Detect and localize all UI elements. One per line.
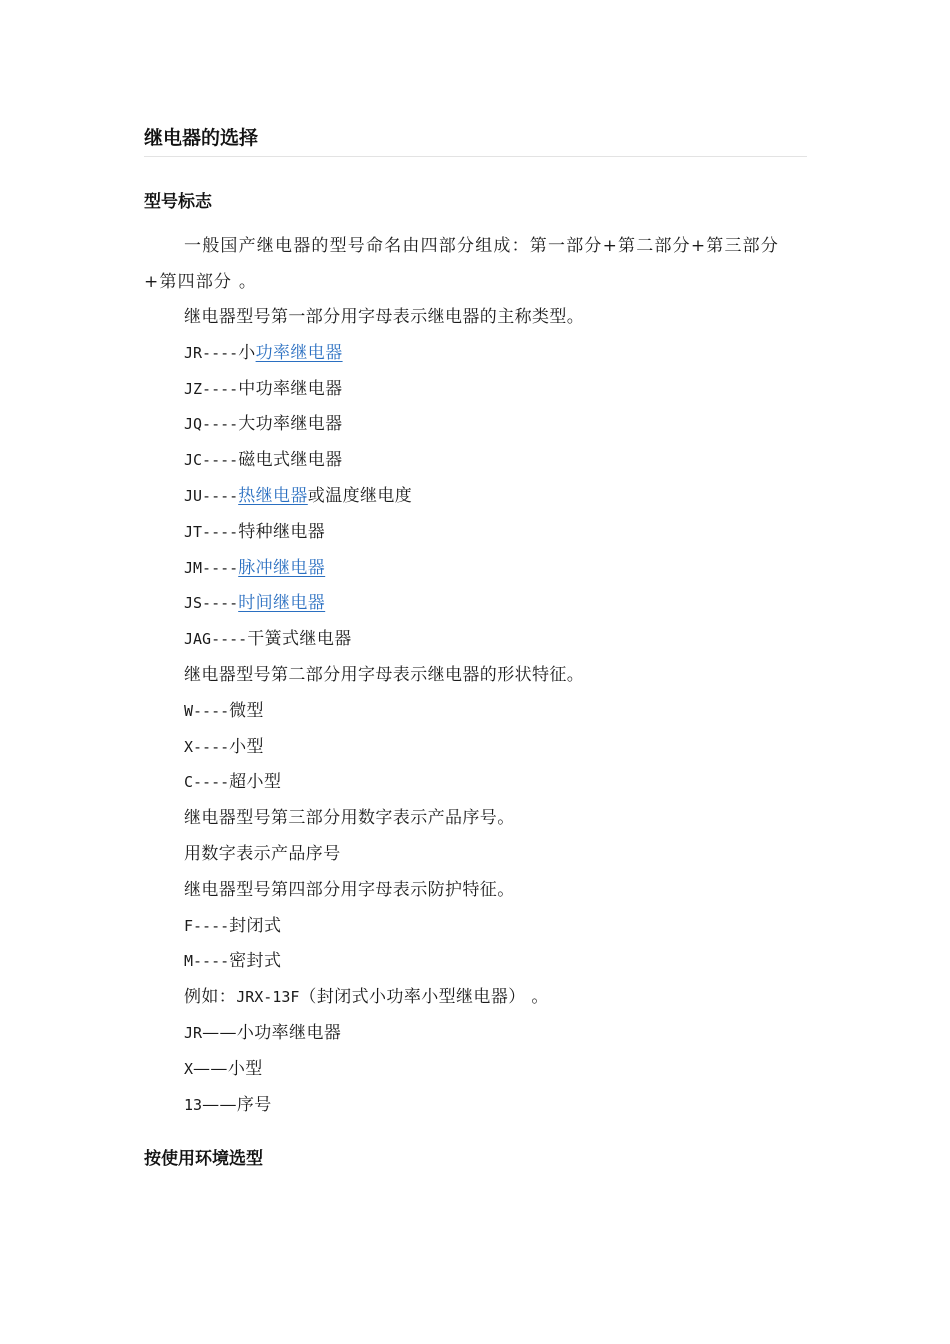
line-text: 小型 <box>229 736 264 757</box>
line-text: 或温度继电度 <box>307 485 413 506</box>
line-text: 特种继电器 <box>238 521 326 542</box>
type-code: JQ---- <box>184 415 239 434</box>
line-text: 继电器型号第二部分用字母表示继电器的形状特征。 <box>184 664 585 685</box>
relay-type-line <box>184 372 807 408</box>
line-text: 继电器型号第四部分用字母表示防护特征。 <box>184 879 515 900</box>
line-text: 用数字表示产品序号 <box>184 843 341 864</box>
paragraph-line <box>184 837 807 873</box>
example-breakdown-line <box>184 1088 807 1124</box>
example-line <box>184 980 807 1016</box>
line-text: 微型 <box>229 700 264 721</box>
relay-type-line <box>184 622 807 658</box>
type-code: JC---- <box>184 451 239 470</box>
line-text: ——小功率继电器 <box>202 1022 342 1043</box>
relay-type-line <box>184 551 807 587</box>
line-text: ——小型 <box>193 1058 263 1079</box>
line-text: 继电器型号第一部分用字母表示继电器的主称类型。 <box>184 307 585 327</box>
shape-code-line <box>184 730 807 766</box>
type-code: JRX-13F <box>236 988 300 1007</box>
link-thermal-relay[interactable]: 热继电器 <box>238 485 308 506</box>
type-code: M---- <box>184 952 230 971</box>
type-code: JM---- <box>184 558 239 577</box>
paragraph-line <box>184 801 807 837</box>
line-text: 小 <box>238 342 256 363</box>
line-text: 磁电式继电器 <box>238 450 343 471</box>
link-time-relay[interactable]: 时间继电器 <box>238 593 326 614</box>
relay-type-line <box>184 443 807 479</box>
page-title: 继电器的选择 <box>144 127 259 149</box>
title-divider <box>144 156 807 157</box>
type-code: 13 <box>184 1095 203 1114</box>
relay-type-line <box>184 586 807 622</box>
line-text: 密封式 <box>229 951 282 972</box>
line-text: 干簧式继电器 <box>247 629 352 650</box>
relay-type-line <box>184 407 807 443</box>
line-text: 中功率继电器 <box>238 378 343 399</box>
type-code: X---- <box>184 737 230 756</box>
relay-type-line <box>184 336 807 372</box>
type-code: JS---- <box>184 594 239 613</box>
protection-code-line <box>184 944 807 980</box>
shape-code-line <box>184 694 807 730</box>
line-text: 大功率继电器 <box>238 414 343 435</box>
content-lines <box>184 300 807 1123</box>
type-code: JU---- <box>184 486 239 505</box>
example-breakdown-line <box>184 1052 807 1088</box>
paragraph-line <box>184 300 807 336</box>
line-text: 例如： <box>184 987 237 1008</box>
section-heading-model-mark: 型号标志 <box>144 192 212 212</box>
type-code: JR <box>184 1023 203 1042</box>
example-breakdown-line <box>184 1016 807 1052</box>
paragraph-line <box>184 658 807 694</box>
shape-code-line <box>184 765 807 801</box>
type-code: JT---- <box>184 522 239 541</box>
paragraph-line <box>184 873 807 909</box>
intro-paragraph: 一般国产继电器的型号命名由四部分组成：第一部分+第二部分+第三部分+第四部分 。 <box>144 236 780 292</box>
line-text: ——序号 <box>202 1094 272 1115</box>
type-code: JZ---- <box>184 379 239 398</box>
line-text: （封闭式小功率小型继电器） 。 <box>299 987 549 1008</box>
link-power-relay[interactable]: 功率继电器 <box>255 342 343 363</box>
link-pulse-relay[interactable]: 脉冲继电器 <box>238 557 326 578</box>
type-code: JAG---- <box>184 630 248 649</box>
type-code: F---- <box>184 916 230 935</box>
section-heading-env-select: 按使用环境选型 <box>144 1149 263 1169</box>
protection-code-line <box>184 909 807 945</box>
type-code: C---- <box>184 773 230 792</box>
type-code: W---- <box>184 701 230 720</box>
line-text: 超小型 <box>229 772 282 793</box>
type-code: JR---- <box>184 343 239 362</box>
relay-type-line <box>184 479 807 515</box>
relay-type-line <box>184 515 807 551</box>
line-text: 封闭式 <box>229 915 282 936</box>
type-code: X <box>184 1059 194 1078</box>
line-text: 继电器型号第三部分用数字表示产品序号。 <box>184 808 515 829</box>
